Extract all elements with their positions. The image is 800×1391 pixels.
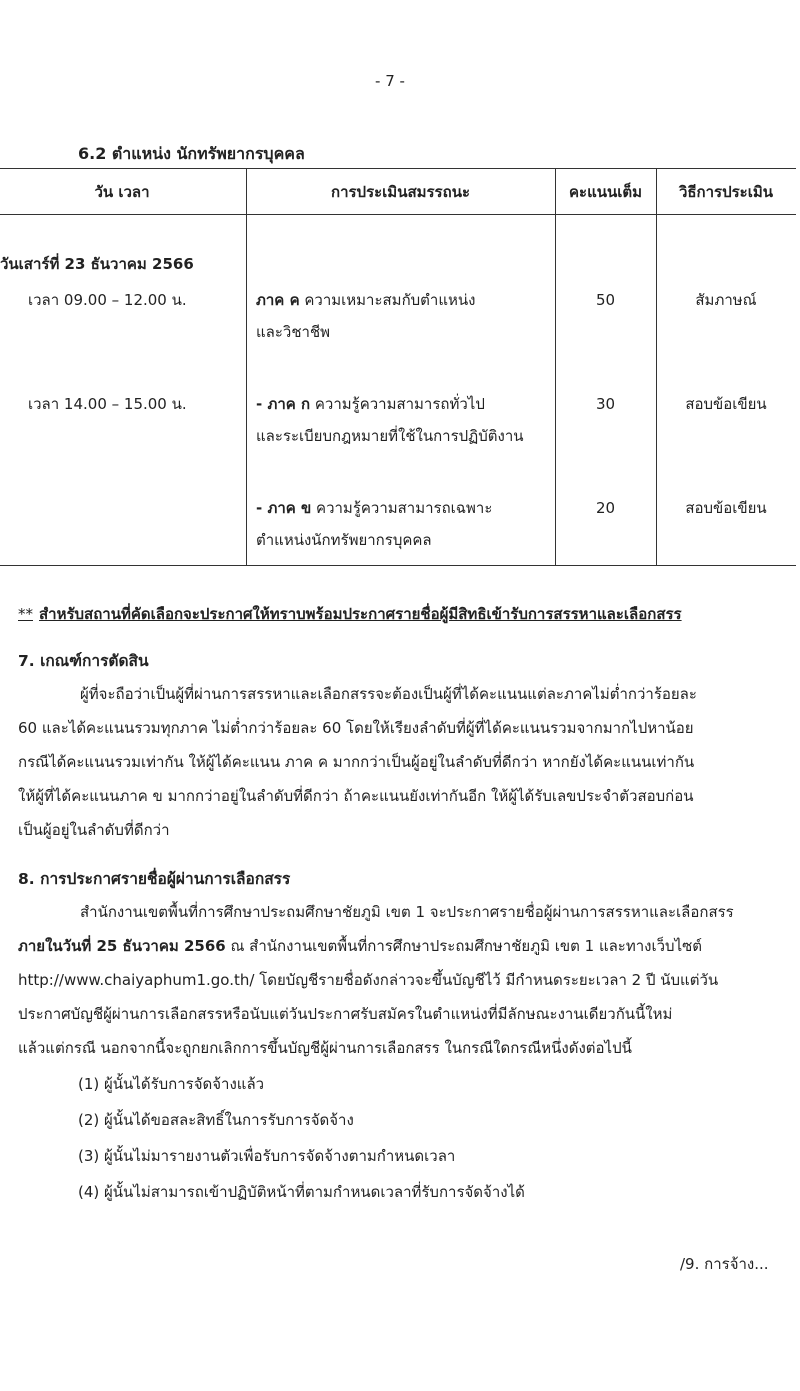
header-datetime: วัน เวลา <box>94 183 150 201</box>
row-score: 30 <box>595 395 616 413</box>
assessment-desc-cont: ตำแหน่งนักทรัพยากรบุคคล <box>256 531 432 549</box>
row-assessment <box>256 388 551 452</box>
assessment-desc: ความรู้ความสามารถเฉพาะ <box>311 499 493 517</box>
row-assessment <box>256 492 551 556</box>
table-top-border <box>0 168 796 169</box>
row-assessment <box>256 284 551 348</box>
assessment-part: ภาค ค <box>256 291 300 309</box>
section7-line: 60 และได้คะแนนรวมทุกภาค ไม่ต่ำกว่าร้อยละ 60 โดยให้เรียงลำดับที่ผู้ที่ได้คะแนนรวมจากมากไปหาน้อย <box>18 719 694 737</box>
row-method: สอบข้อเขียน <box>685 395 767 413</box>
row-time: เวลา 14.00 – 15.00 น. <box>28 395 187 413</box>
row-score: 50 <box>595 291 616 309</box>
header-method: วิธีการประเมิน <box>678 183 774 201</box>
section7-line: ผู้ที่จะถือว่าเป็นผู้ที่ผ่านการสรรหาและเลือกสรรจะต้องเป็นผู้ที่ได้คะแนนแต่ละภาคไม่ต่ำกว่าร้อยละ <box>80 685 697 703</box>
row-score: 20 <box>595 499 616 517</box>
section7-line: เป็นผู้อยู่ในลำดับที่ดีกว่า <box>18 821 170 839</box>
list-item: (3) ผู้นั้นไม่มารายงานตัวเพื่อรับการจัดจ้างตามกำหนดเวลา <box>78 1147 456 1165</box>
section8-line: http://www.chaiyaphum1.go.th/ โดยบัญชีรายชื่อดังกล่าวจะขึ้นบัญชีไว้ มีกำหนดระยะเวลา 2 ปี นับแต่วัน <box>18 971 719 989</box>
venue-note <box>18 602 682 626</box>
section8-line <box>18 934 702 958</box>
section8-heading: 8. การประกาศรายชื่อผู้ผ่านการเลือกสรร <box>18 870 291 888</box>
header-full-score: คะแนนเต็ม <box>568 183 643 201</box>
assessment-part: - ภาค ข <box>256 499 312 517</box>
section7-line: กรณีได้คะแนนรวมเท่ากัน ให้ผู้ได้คะแนน ภาค ค มากกว่าเป็นผู้อยู่ในลำดับที่ดีกว่า หากยังได้คะแนนเท่ากัน <box>18 753 695 771</box>
section-title: 6.2 ตำแหน่ง นักทรัพยากรบุคคล <box>78 144 305 163</box>
assessment-desc: ความรู้ความสามารถทั่วไป <box>310 395 485 413</box>
table-col-divider <box>246 168 247 566</box>
next-page-marker: /9. การจ้าง... <box>680 1255 769 1273</box>
list-item: (1) ผู้นั้นได้รับการจัดจ้างแล้ว <box>78 1075 265 1093</box>
header-assessment: การประเมินสมรรถนะ <box>330 183 470 201</box>
section7-line: ให้ผู้ที่ได้คะแนนภาค ข มากกว่าอยู่ในลำดับที่ดีกว่า ถ้าคะแนนยังเท่ากันอีก ให้ผู้ได้รับเลขประจำตัวสอบก่อน <box>18 787 694 805</box>
table-header-border <box>0 214 796 215</box>
table-bottom-border <box>0 565 796 566</box>
section8-line: ประกาศบัญชีผู้ผ่านการเลือกสรรหรือนับแต่วันประกาศรับสมัครในตำแหน่งที่มีลักษณะงานเดียวกันนี้ใหม่ <box>18 1005 673 1023</box>
assessment-desc-cont: และระเบียบกฎหมายที่ใช้ในการปฏิบัติงาน <box>256 427 524 445</box>
page-number: - 7 - <box>375 72 405 90</box>
row-time: เวลา 09.00 – 12.00 น. <box>28 291 187 309</box>
note-marker: ** <box>18 605 33 623</box>
assessment-part: - ภาค ก <box>256 395 311 413</box>
exam-date: วันเสาร์ที่ 23 ธันวาคม 2566 <box>0 255 194 273</box>
list-item: (2) ผู้นั้นได้ขอสละสิทธิ์ในการรับการจัดจ้าง <box>78 1111 354 1129</box>
announcement-date: ภายในวันที่ 25 ธันวาคม 2566 <box>18 937 226 955</box>
note-text: สำหรับสถานที่คัดเลือกจะประกาศให้ทราบพร้อมประกาศรายชื่อผู้มีสิทธิเข้ารับการสรรหาและเลือกสรร <box>39 605 682 623</box>
section8-line: แล้วแต่กรณี นอกจากนี้จะถูกยกเลิกการขึ้นบัญชีผู้ผ่านการเลือกสรร ในกรณีใดกรณีหนึ่งดังต่อไปนี้ <box>18 1039 632 1057</box>
list-item: (4) ผู้นั้นไม่สามารถเข้าปฏิบัติหน้าที่ตามกำหนดเวลาที่รับการจัดจ้างได้ <box>78 1183 525 1201</box>
assessment-desc-cont: และวิชาชีพ <box>256 323 331 341</box>
schedule-table <box>0 168 798 566</box>
assessment-desc: ความเหมาะสมกับตำแหน่ง <box>299 291 476 309</box>
row-method: สอบข้อเขียน <box>685 499 767 517</box>
row-method: สัมภาษณ์ <box>695 291 757 309</box>
section7-heading: 7. เกณฑ์การตัดสิน <box>18 652 149 670</box>
section8-line: สำนักงานเขตพื้นที่การศึกษาประถมศึกษาชัยภูมิ เขต 1 จะประกาศรายชื่อผู้ผ่านการสรรหาและเลือกสรร <box>80 903 734 921</box>
section8-line-rest: ณ สำนักงานเขตพื้นที่การศึกษาประถมศึกษาชัยภูมิ เขต 1 และทางเว็บไซต์ <box>225 937 703 955</box>
